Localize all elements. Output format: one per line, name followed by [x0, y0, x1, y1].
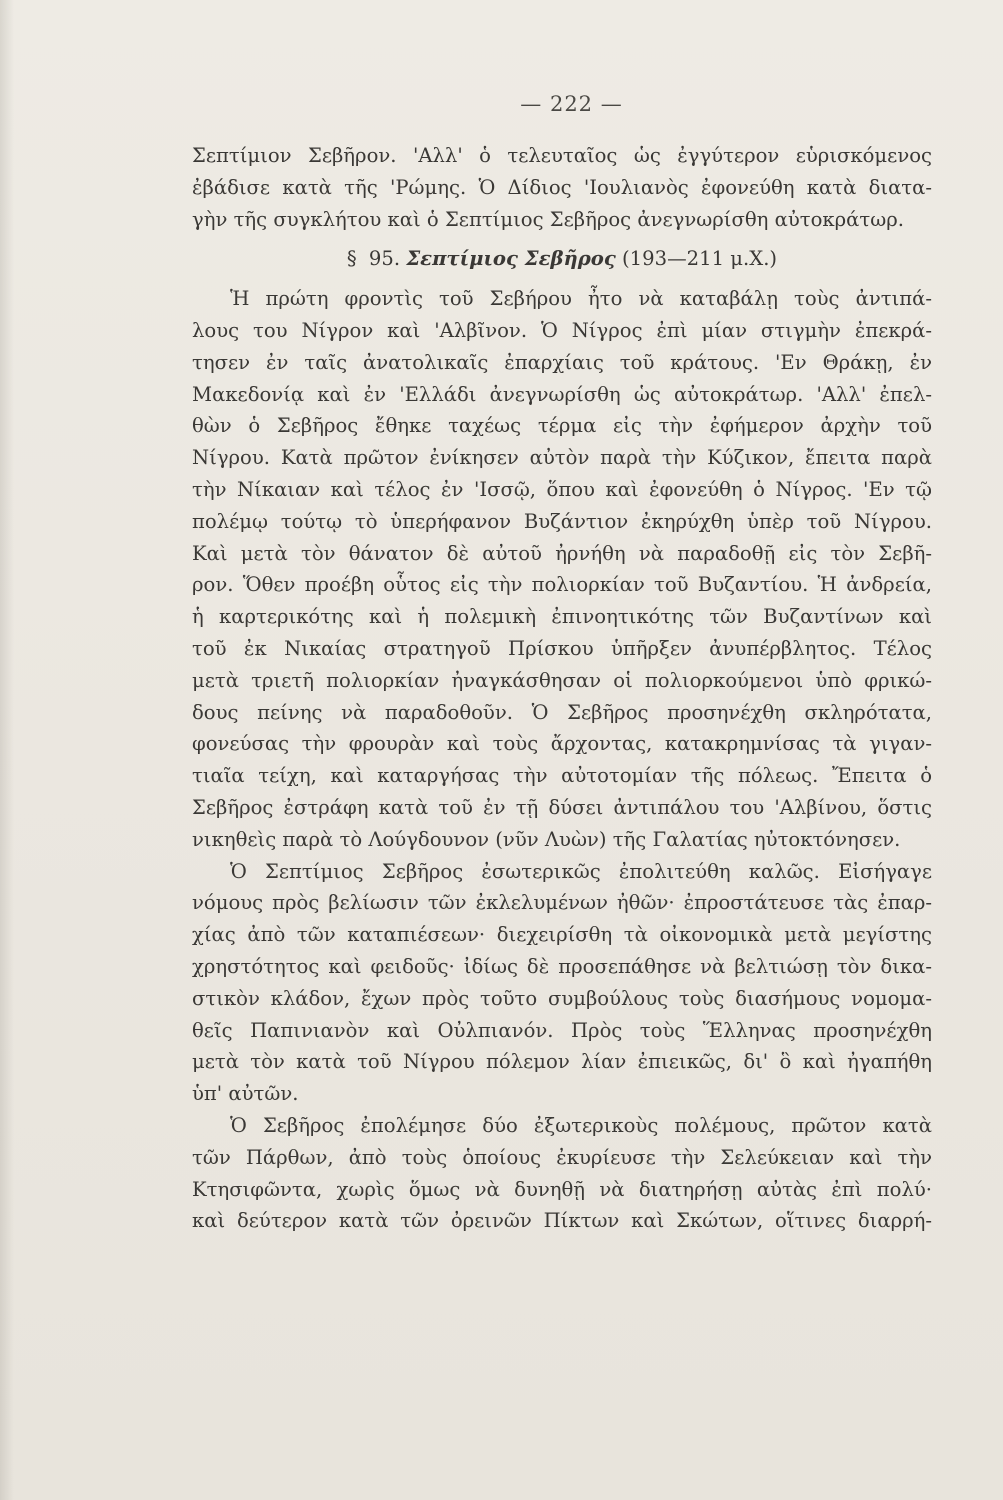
page-edge-shadow: [0, 0, 14, 1500]
text-line: τῶν Πάρθων, ἀπὸ τοὺς ὁποίους ἐκυρίευσε τὴν Σελεύκειαν καὶ τὴν: [192, 1145, 932, 1169]
paragraph-severus-rivals: [192, 283, 932, 855]
text-line: πολέμῳ τούτῳ τὸ ὑπερήφανον Βυζάντιον ἐκηρύχθη ὑπὲρ τοῦ Νίγρου.: [192, 509, 932, 533]
text-line: Καὶ μετὰ τὸν θάνατον δὲ αὐτοῦ ἠρνήθη νὰ παραδοθῇ εἰς τὸν Σεβῆ-: [192, 541, 932, 565]
text-line: νικηθεὶς παρὰ τὸ Λούγδουνον (νῦν Λυὼν) τῆς Γαλατίας ηὐτοκτόνησεν.: [192, 827, 901, 851]
text-line: Σεπτίμιον Σεβῆρον. 'Αλλ' ὁ τελευταῖος ὡς ἐγγύτερον εὑρισκόμενος: [192, 144, 932, 167]
text-line: μετὰ τὸν κατὰ τοῦ Νίγρου πόλεμον λίαν ἐπιεικῶς, δι' ὃ καὶ ἠγαπήθη: [192, 1050, 932, 1074]
text-line: Νίγρου. Κατὰ πρῶτον ἐνίκησεν αὐτὸν παρὰ τὴν Κύζικον, ἔπειτα παρὰ: [192, 446, 932, 470]
page-text: [192, 140, 932, 1237]
text-line: τὴν Νίκαιαν καὶ τέλος ἐν 'Ισσῷ, ὅπου καὶ ἐφονεύθη ὁ Νίγρος. 'Εν τῷ: [192, 477, 932, 501]
text-line: ὑπ' αὐτῶν.: [192, 1082, 299, 1106]
paragraph-external-wars: [192, 1110, 932, 1237]
text-line: Κτησιφῶντα, χωρὶς ὅμως νὰ δυνηθῇ νὰ διατηρήσῃ αὐτὰς ἐπὶ πολύ·: [192, 1177, 932, 1201]
text-line: φονεύσας τὴν φρουρὰν καὶ τοὺς ἄρχοντας, κατακρημνίσας τὰ γιγαν-: [192, 732, 932, 756]
text-line: τιαῖα τείχη, καὶ καταργήσας τὴν αὐτοτομίαν τῆς πόλεως. Ἔπειτα ὁ: [192, 764, 932, 788]
text-line: γὴν τῆς συγκλήτου καὶ ὁ Σεπτίμιος Σεβῆρος ἀνεγνωρίσθη αὐτοκράτωρ.: [192, 207, 904, 231]
section-title: Σεπτίμιος Σεβῆρος: [406, 247, 616, 271]
text-line: Ὁ Σεπτίμιος Σεβῆρος ἐσωτερικῶς ἐπολιτεύθη καλῶς. Εἰσήγαγε: [230, 859, 932, 883]
section-heading: [192, 243, 932, 275]
text-line: χίας ἀπὸ τῶν καταπιέσεων· διεχειρίσθη τὰ οἰκονομικὰ μετὰ μεγίστης: [192, 923, 932, 947]
text-line: στικὸν κλάδον, ἔχων πρὸς τοῦτο συμβούλους τοὺς διασήμους νομομα-: [192, 986, 932, 1010]
text-line: ἐβάδισε κατὰ τῆς 'Ρώμης. Ὁ Δίδιος 'Ιουλιανὸς ἐφονεύθη κατὰ διατα-: [192, 175, 932, 199]
text-line: Ἡ πρώτη φροντὶς τοῦ Σεβήρου ἦτο νὰ καταβάλῃ τοὺς ἀντιπά-: [230, 287, 932, 311]
text-line: Ὁ Σεβῆρος ἐπολέμησε δύο ἐξωτερικοὺς πολέμους, πρῶτον κατὰ: [230, 1113, 932, 1137]
text-line: Μακεδονίᾳ καὶ ἐν 'Ελλάδι ἀνεγνωρίσθη ὡς αὐτοκράτωρ. 'Αλλ' ἐπελ-: [192, 382, 932, 406]
text-line: θεῖς Παπινιανὸν καὶ Οὐλπιανόν. Πρὸς τοὺς Ἕλληνας προσηνέχθη: [192, 1018, 932, 1042]
text-line: νόμους πρὸς βελίωσιν τῶν ἐκλελυμένων ἠθῶν· ἐπροστάτευσε τὰς ἐπαρ-: [192, 891, 932, 915]
text-line: χρηστότητος καὶ φειδοῦς· ἰδίως δὲ προσεπάθησε νὰ βελτιώσῃ τὸν δικα-: [192, 954, 932, 978]
text-line: ἡ καρτερικότης καὶ ἡ πολεμικὴ ἐπινοητικότης τῶν Βυζαντίνων καὶ: [192, 605, 932, 629]
text-line: τησεν ἐν ταῖς ἀνατολικαῖς ἐπαρχίαις τοῦ κράτους. 'Εν Θράκῃ, ἐν: [192, 350, 932, 374]
page-number: — 222 —: [520, 92, 623, 116]
opening-paragraph: [192, 140, 932, 235]
text-line: δους πείνης νὰ παραδοθοῦν. Ὁ Σεβῆρος προσηνέχθη σκληρότατα,: [192, 700, 932, 724]
paragraph-internal-policy: [192, 856, 932, 1110]
text-line: λους του Νίγρον καὶ 'Αλβῖνον. Ὁ Νίγρος ἐπὶ μίαν στιγμὴν ἐπεκρά-: [192, 318, 932, 342]
text-line: τοῦ ἐκ Νικαίας στρατηγοῦ Πρίσκου ὑπῆρξεν ἀνυπέρβλητος. Τέλος: [192, 636, 932, 660]
section-dates: (193—211 μ.Χ.): [622, 247, 778, 271]
text-line: μετὰ τριετῆ πολιορκίαν ἠναγκάσθησαν οἱ πολιορκούμενοι ὑπὸ φρικώ-: [192, 668, 932, 692]
section-number: 95.: [368, 247, 401, 271]
text-line: ρον. Ὅθεν προέβη οὗτος εἰς τὴν πολιορκίαν τοῦ Βυζαντίου. Ἡ ἀνδρεία,: [192, 573, 932, 597]
section-sign: §: [346, 247, 357, 271]
text-line: Σεβῆρος ἐστράφη κατὰ τοῦ ἐν τῇ δύσει ἀντιπάλου του 'Αλβίνου, ὅστις: [192, 795, 932, 819]
text-line: καὶ δεύτερον κατὰ τῶν ὀρεινῶν Πίκτων καὶ Σκώτων, οἵτινες διαρρή-: [192, 1209, 932, 1233]
text-line: θὼν ὁ Σεβῆρος ἔθηκε ταχέως τέρμα εἰς τὴν ἐφήμερον ἀρχὴν τοῦ: [192, 414, 932, 438]
